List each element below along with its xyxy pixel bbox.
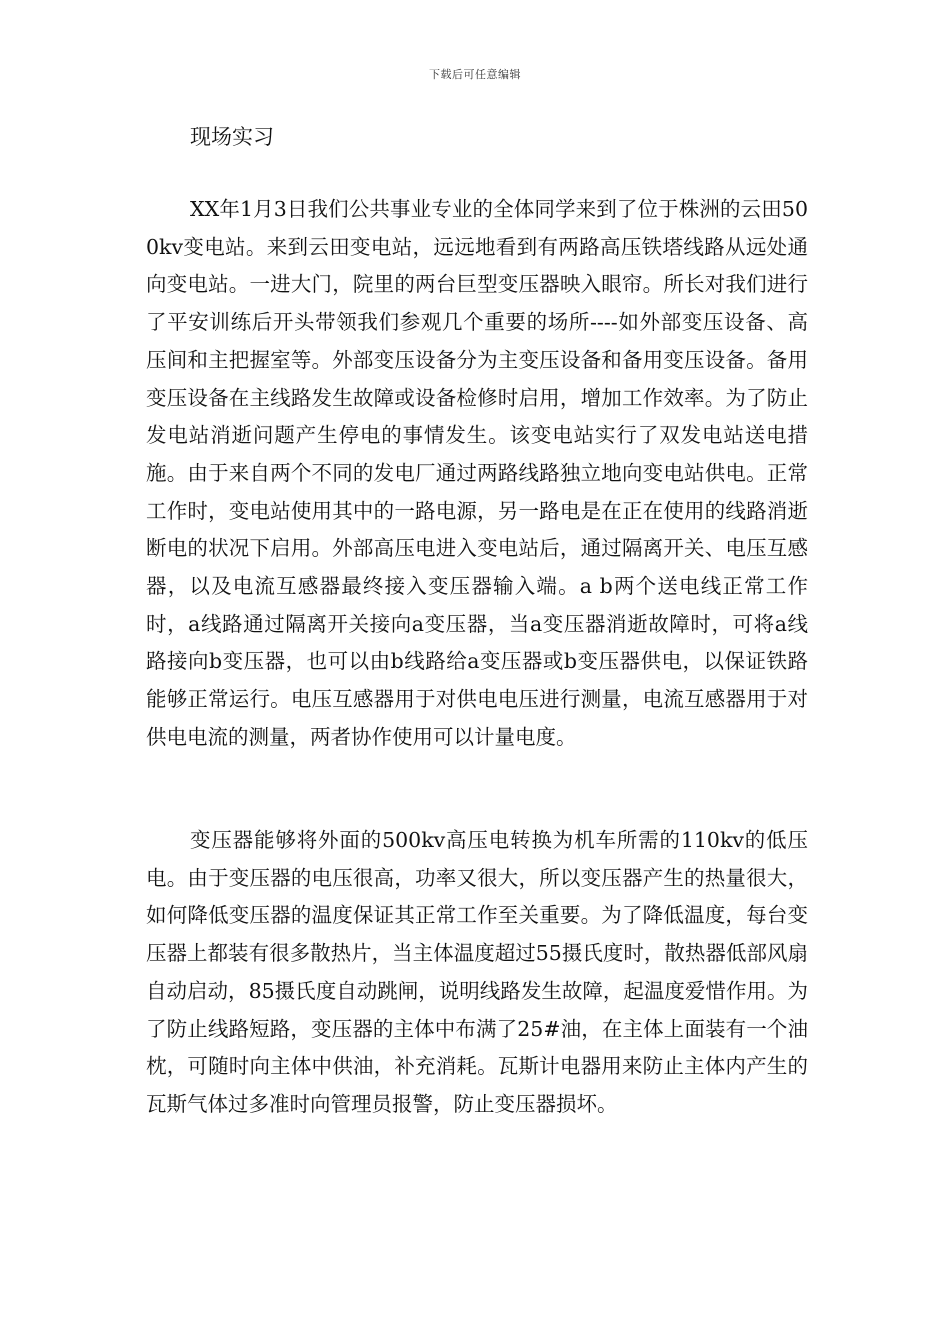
page-header-note: 下载后可任意编辑 — [429, 68, 521, 81]
document-title: 现场实习 — [190, 125, 274, 149]
paragraph-2: 变压器能够将外面的500kv高压电转换为机车所需的110kv的低压电。由于变压器的电压很高，功率又很大，所以变压器产生的热量很大，如何降低变压器的温度保证其正常工作至关重要。为了降低温度，每台变压器上都装有很多散热片，当主体温度超过55摄氏度时，散热器低部风扇自动启动，85摄氏度自动跳闸，说明线路发生故障，起温度爱惜作用。为了防止线路短路，变压器的主体中布满了25#油，在主体上面装有一个油枕，可随时向主体中供油，补充消耗。瓦斯计电器用来防止主体内产生的瓦斯气体过多准时向管理员报警，防止变压器损坏。 — [146, 828, 808, 1116]
paragraph-1: XX年1月3日我们公共事业专业的全体同学来到了位于株洲的云田500kv变电站。来到云田变电站，远远地看到有两路高压铁塔线路从远处通向变电站。一进大门，院里的两台巨型变压器映入眼帘。所长对我们进行了平安训练后开头带领我们参观几个重要的场所----如外部变压设备、高压间和主把握室等。外部变压设备分为主变压设备和备用变压设备。备用变压设备在主线路发生故障或设备检修时启用，增加工作效率。为了防止发电站消逝问题产生停电的事情发生。该变电站实行了双发电站送电措施。由于来自两个不同的发电厂通过两路线路独立地向变电站供电。正常工作时，变电站使用其中的一路电源，另一路电是在正在使用的线路消逝断电的状况下启用。外部高压电进入变电站后，通过隔离开关、电压互感器，以及电流互感器最终接入变压器输入端。a b两个送电线正常工作时，a线路通过隔离开关接向a变压器，当a变压器消逝故障时，可将a线路接向b变压器，也可以由b线路给a变压器或b变压器供电，以保证铁路能够正常运行。电压互感器用于对供电电压进行测量，电流互感器用于对供电电流的测量，两者协作使用可以计量电度。 — [146, 197, 808, 749]
